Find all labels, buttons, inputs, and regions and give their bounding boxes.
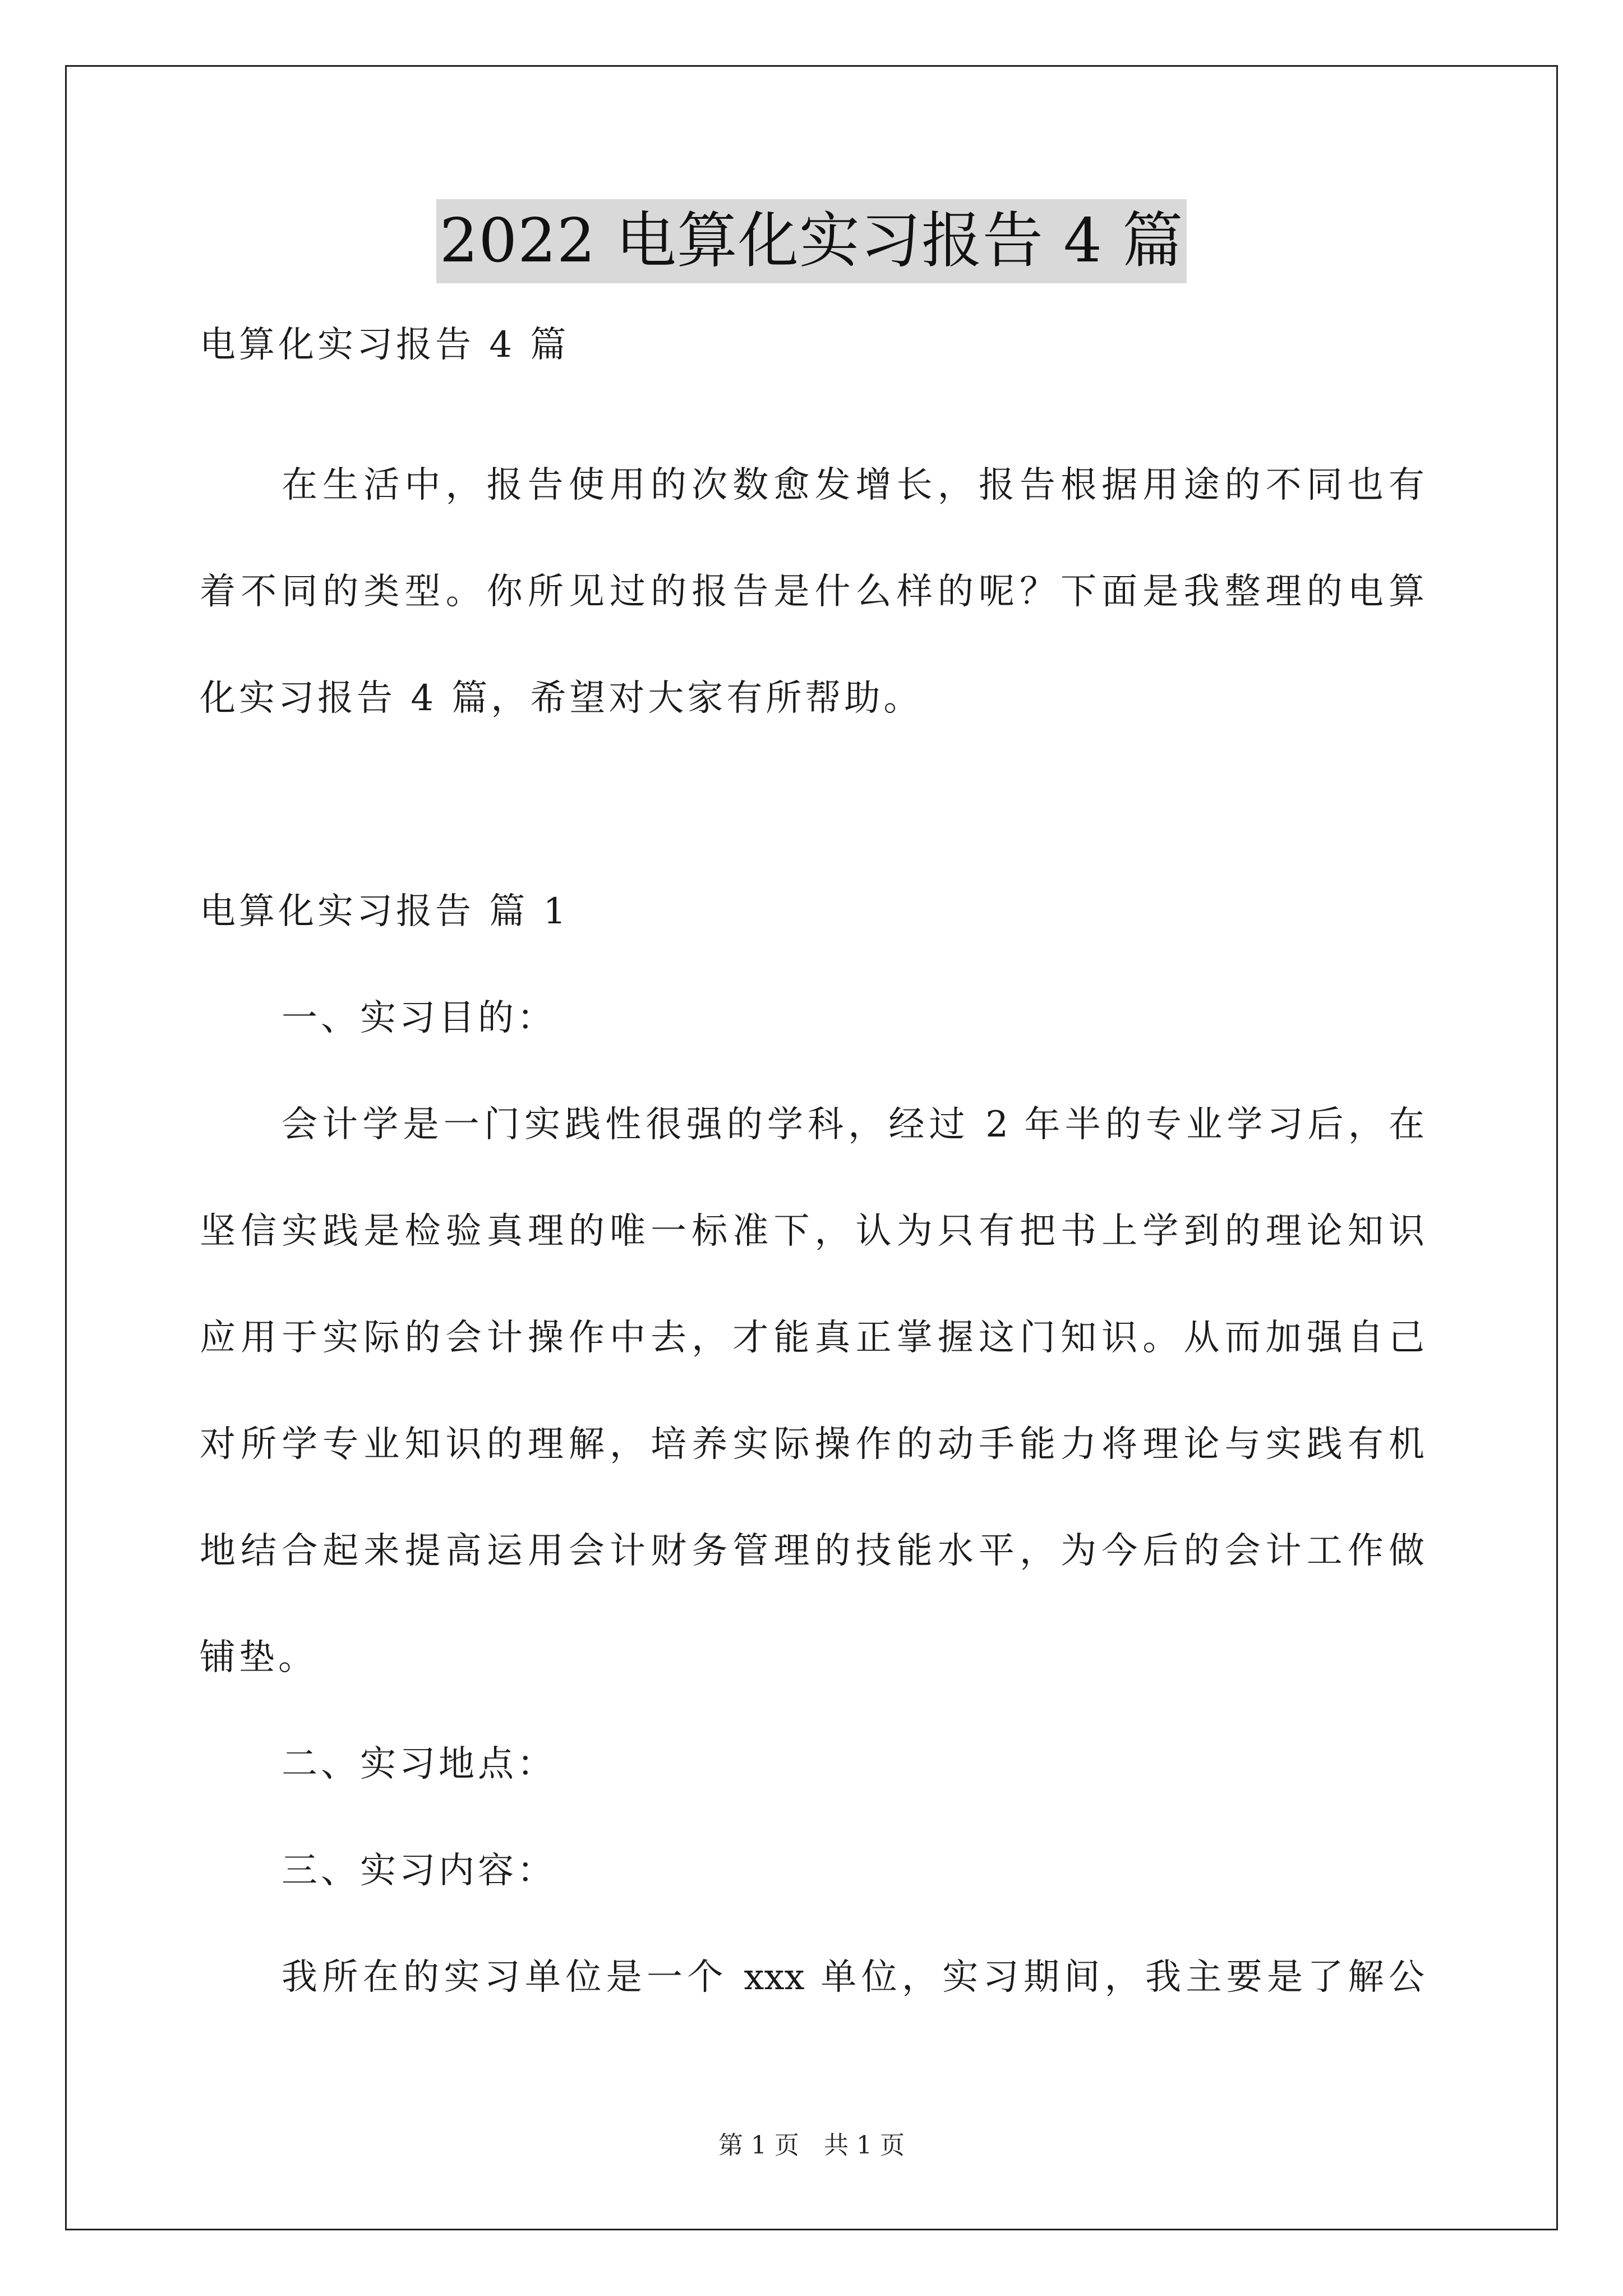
body-line-3: 应用于实际的会计操作中去，才能真正掌握这门知识。从而加强自己 <box>200 1317 1424 1359</box>
body-line-4: 对所学专业知识的理解，培养实际操作的动手能力将理论与实践有机 <box>200 1424 1424 1465</box>
body-line-2: 坚信实践是检验真理的唯一标准下，认为只有把书上学到的理论知识 <box>200 1211 1424 1252</box>
heading-purpose: 一、实习目的： <box>282 997 556 1039</box>
body-line-6: 铺垫。 <box>200 1637 317 1678</box>
page-footer: 第 1 页 共 1 页 <box>718 2131 905 2160</box>
title-wrapper <box>0 199 1623 283</box>
intro-line-2: 着不同的类型。你所见过的报告是什么样的呢？下面是我整理的电算 <box>200 571 1424 613</box>
content-line-1: 我所在的实习单位是一个 xxx 单位，实习期间，我主要是了解公 <box>282 1957 1424 1998</box>
subtitle: 电算化实习报告 4 篇 <box>200 324 570 366</box>
heading-content: 三、实习内容： <box>282 1850 556 1892</box>
body-line-1: 会计学是一门实践性很强的学科，经过 2 年半的专业学习后，在 <box>282 1104 1424 1145</box>
intro-line-1: 在生活中，报告使用的次数愈发增长，报告根据用途的不同也有 <box>282 464 1424 506</box>
intro-line-3: 化实习报告 4 篇，希望对大家有所帮助。 <box>200 678 923 719</box>
body-line-5: 地结合起来提高运用会计财务管理的技能水平，为今后的会计工作做 <box>200 1530 1424 1572</box>
section-heading: 电算化实习报告 篇 1 <box>200 891 570 932</box>
heading-location: 二、实习地点： <box>282 1743 556 1785</box>
document-title: 2022 电算化实习报告 4 篇 <box>436 199 1187 283</box>
